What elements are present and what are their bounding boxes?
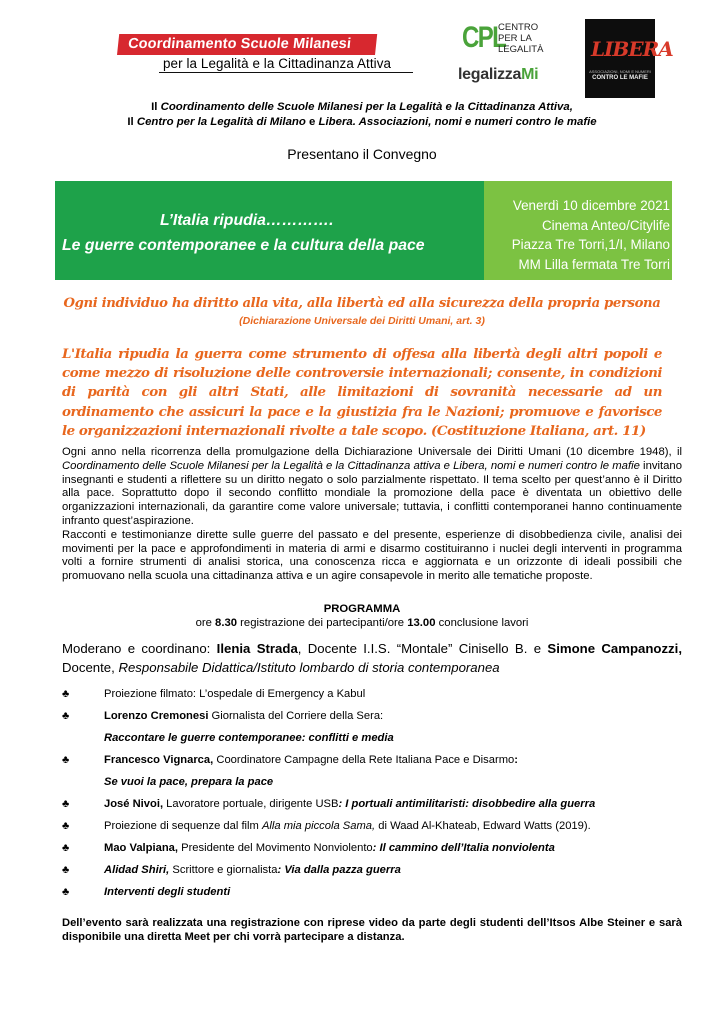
logo-centro-legalita: [462, 20, 552, 60]
speaker-role: Lavoratore portuale, dirigente USB: [163, 798, 339, 810]
logo-libera-tagline: ASSOCIAZIONI, NOMI E NUMERI: [589, 69, 651, 74]
intro-text: e: [305, 116, 319, 128]
logo-cpl-text-line: PER LA: [498, 33, 532, 44]
club-bullet-icon: ♣: [62, 798, 70, 810]
intro-text-italic: Centro per la Legalità di Milano: [136, 116, 306, 128]
logo-libera-word: LIBERA: [591, 37, 673, 61]
event-info-banner: [484, 181, 672, 280]
item-text: Interventi degli studenti: [104, 886, 231, 898]
logo-csm-line1: Coordinamento Scuole Milanesi: [117, 34, 377, 55]
programma-times: [40, 617, 684, 629]
list-item: [62, 688, 682, 701]
speaker-role: Coordinatore Campagne della Rete Italiana Pace e Disarmo: [213, 754, 515, 766]
speaker-name: Lorenzo Cremonesi: [104, 710, 209, 722]
body-text: Ogni anno nella ricorrenza della promulgazione della Dichiarazione Universale dei Diritti Umani (10 dicembre 1948), il: [62, 446, 682, 458]
club-bullet-icon: ♣: [62, 688, 70, 700]
times-text: conclusione lavori: [435, 617, 529, 629]
speaker-role: Giornalista del Corriere della Sera:: [208, 710, 384, 722]
speaker-role: Scrittore e giornalista: [169, 864, 278, 876]
moderators-text: Docente,: [62, 660, 119, 675]
logo-csm-line2: per la Legalità e la Cittadinanza Attiva: [159, 56, 413, 73]
speaker-role: Presidente del Movimento Nonviolento: [178, 842, 373, 854]
list-item: [62, 754, 682, 789]
logo-cpl-text-line: CENTRO: [498, 22, 539, 33]
list-item: [62, 710, 682, 745]
times-text: ore: [195, 617, 216, 629]
logo-libera-tagline-main: CONTRO LE MAFIE: [592, 75, 648, 81]
speaker-name: José Nivoi,: [104, 798, 164, 810]
intro-line-2: [40, 115, 684, 130]
organizers-intro: [40, 100, 684, 130]
event-venue: Cinema Anteo/Citylife: [541, 217, 670, 233]
time-start: 8.30: [215, 617, 238, 629]
moderators-text: Moderano e coordinano:: [62, 641, 217, 656]
body-text: invitano insegnanti e studenti a riflettere su un diritto negato o solo parzialmente rispettato. Il tema scelto per quest’anno è il Diritto alla pace. Soprattutto dopo il secondo conflitto mondiale la promozione della pace è diventata un obiettivo delle organizzazioni internazionali, da garantire come valore universale; tuttavia, i conflitti contemporanei hanno continuamente infranto quest’aspirazione.: [62, 459, 682, 527]
logo-legalizza-text: legalizza: [458, 66, 522, 83]
talk-title: : I portuali antimilitaristi: disobbedire alla guerra: [338, 798, 596, 810]
talk-title: Se vuoi la pace, prepara la pace: [104, 776, 274, 788]
event-title-line-2: Le guerre contemporanee e la cultura della pace: [62, 237, 425, 254]
logo-cpl-text-line: LEGALITÀ: [498, 44, 544, 55]
body-text-italic: Coordinamento delle Scuole Milanesi per la Legalità e la Cittadinanza attiva e Libera, nomi e numeri contro le mafie: [62, 459, 640, 472]
intro-text-italic: Coordinamento delle Scuole Milanesi per la Legalità e la Cittadinanza Attiva,: [160, 101, 573, 113]
footer-note: Dell’evento sarà realizzata una registrazione con riprese video da parte degli studenti dell’Itsos Albe Steiner e sarà disponibile una diretta Meet per chi vorrà partecipare a distanza.: [62, 917, 682, 943]
club-bullet-icon: ♣: [62, 864, 70, 876]
item-text: Proiezione di sequenze dal film: [104, 820, 262, 832]
club-bullet-icon: ♣: [62, 710, 70, 722]
speaker-name: Mao Valpiana,: [104, 842, 178, 854]
film-title: Alla mia piccola Sama,: [261, 820, 376, 832]
intro-line-1: [40, 100, 684, 115]
logo-coordinamento-scuole: [117, 34, 417, 74]
moderators: [62, 639, 682, 677]
club-bullet-icon: ♣: [62, 886, 70, 898]
list-item: [62, 798, 682, 811]
list-item: [62, 864, 682, 877]
speaker-name: Alidad Shiri,: [104, 864, 170, 876]
programme-list: [62, 688, 682, 899]
speaker-role-colon: :: [514, 754, 518, 766]
intro-text-italic: Libera. Associazioni, nomi e numeri contro le mafie: [318, 116, 597, 128]
programma-heading: PROGRAMMA: [323, 603, 401, 615]
moderator-name: Simone Campanozzi,: [547, 641, 682, 656]
description-paragraph-1: [62, 446, 682, 529]
item-text: Proiezione filmato: L’ospedale di Emergency a Kabul: [104, 688, 366, 700]
udhr-quote: Ogni individuo ha diritto alla vita, alla libertà ed alla sicurezza della propria persona: [63, 296, 661, 311]
presentano-heading: Presentano il Convegno: [287, 146, 437, 162]
club-bullet-icon: ♣: [62, 820, 70, 832]
list-item: [62, 886, 682, 899]
event-metro: MM Lilla fermata Tre Torri: [518, 256, 670, 272]
event-info: [512, 196, 670, 274]
description-body: [62, 446, 682, 584]
logo-legalizzami: [458, 66, 558, 86]
talk-title: Raccontare le guerre contemporanee: conflitti e media: [104, 732, 394, 744]
logo-cpl-text: [498, 22, 543, 55]
udhr-quote-source: (Dichiarazione Universale dei Diritti Umani, art. 3): [239, 315, 485, 327]
constitution-quote: L'Italia ripudia la guerra come strumento di offesa alla libertà degli altri popoli e come mezzo di risoluzione delle controversie internazionali; consente, in condizioni di parità con gli altri Stati, alle limitazioni di sovranità necessarie ad un ordinamento che assicuri la pace e la giustizia fra le Nazioni; promuove e favorisce le organizzazioni internazionali rivolte a tale scopo. (Costituzione Italiana, art. 11): [62, 346, 662, 439]
logo-mi-text: Mi: [521, 66, 539, 83]
logo-libera: [585, 19, 673, 98]
club-bullet-icon: ♣: [62, 754, 70, 766]
time-end: 13.00: [407, 617, 436, 629]
list-item: [62, 820, 682, 833]
intro-text: Il: [127, 116, 137, 128]
speaker-name: Francesco Vignarca,: [104, 754, 214, 766]
talk-title: : Via dalla pazza guerra: [277, 864, 401, 876]
list-item: [62, 842, 682, 855]
item-text: di Waad Al-Khateab, Edward Watts (2019).: [375, 820, 591, 832]
title-banner: [55, 181, 484, 280]
moderator-name: Ilenia Strada: [216, 641, 298, 656]
event-date: Venerdì 10 dicembre 2021: [512, 198, 670, 213]
logo-cpl-mark: CPL: [462, 21, 506, 54]
intro-text: Il: [151, 101, 161, 113]
event-address: Piazza Tre Torri,1/I, Milano: [511, 237, 670, 252]
club-bullet-icon: ♣: [62, 842, 70, 854]
description-paragraph-2: Racconti e testimonianze dirette sulle guerre del passato e del presente, esperienze di disobbedienza civile, analisi dei movimenti per la pace e approfondimenti in materia di armi e disarmo costituiranno i nuclei degli interventi in programma volti a fornire strumenti di analisi storica, una conoscenza ricca e aggiornata e un orizzonte di ideali possibili che promuovano nella scuola una cittadinanza attiva e un agire consapevole in merito alle tematiche proposte.: [62, 528, 682, 583]
moderators-text: , Docente I.I.S. “Montale” Cinisello B. e: [297, 641, 548, 656]
times-text: registrazione dei partecipanti/ore: [237, 617, 408, 629]
talk-title: : Il cammino dell’Italia nonviolenta: [372, 842, 555, 854]
event-title-line-1: L’Italia ripudia………….: [160, 212, 334, 229]
moderator-role: Responsabile Didattica/Istituto lombardo di storia contemporanea: [118, 660, 500, 675]
